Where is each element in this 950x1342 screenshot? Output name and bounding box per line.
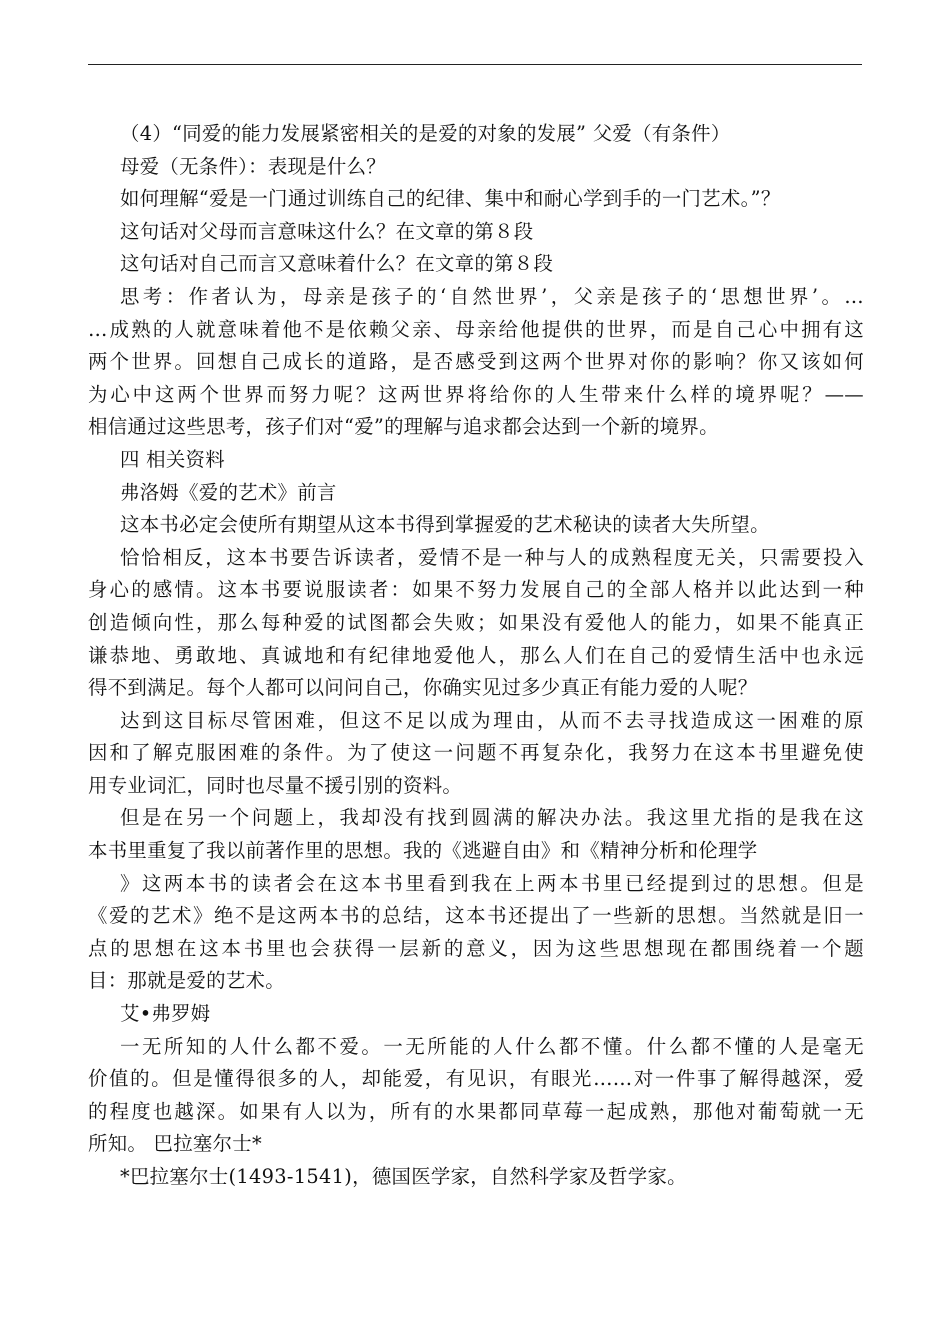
document-body: [88, 118, 864, 1194]
text-line-4: 这句话对父母而言意味这什么？在文章的第８段: [120, 219, 534, 243]
text-line-23: 本书里重复了我以前著作里的思想。我的《逃避自由》和《精神分析和伦理学: [88, 839, 758, 863]
text-line-1: （4）“同爱的能力发展紧密相关的是爱的对象的发展” 父爱（有条件）: [120, 122, 731, 145]
reference-title: 弗洛姆《爱的艺术》前言: [120, 480, 337, 504]
text-line-13: 这本书必定会使所有期望从这本书得到掌握爱的艺术秘诀的读者大失所望。: [120, 513, 770, 537]
text-line-5: 这句话对自己而言又意味着什么？在文章的第８段: [120, 252, 554, 276]
section-heading: 四 相关资料: [120, 447, 225, 471]
text-line-24: 》这两本书的读者会在这本书里看到我在上两本书里已经提到过的思想。但是: [120, 871, 864, 895]
text-line-27: 目：那就是爱的艺术。: [88, 969, 285, 993]
text-line-15: 身心的感情。这本书要说服读者：如果不努力发展自己的全部人格并以此达到一种: [88, 578, 864, 602]
text-line-21: 用专业词汇，同时也尽量不援引别的资料。: [88, 773, 463, 797]
text-line-10: 相信通过这些思考，孩子们对“爱”的理解与追求都会达到一个新的境界。: [88, 415, 719, 439]
text-line-14: 恰恰相反，这本书要告诉读者，爱情不是一种与人的成熟程度无关，只需要投入: [120, 545, 864, 569]
header-rule: [88, 64, 862, 65]
text-line-30: 价值的。但是懂得很多的人，却能爱，有见识，有眼光……对一件事了解得越深，爱: [88, 1067, 864, 1091]
text-line-8: 两个世界。回想自己成长的道路，是否感受到这两个世界对你的影响？你又该如何: [88, 350, 864, 374]
text-line-6: 思考：作者认为，母亲是孩子的‘自然世界’，父亲是孩子的‘思想世界’。…: [120, 284, 864, 308]
text-line-25: 《爱的艺术》绝不是这两本书的总结，这本书还提出了一些新的思想。当然就是旧一: [88, 904, 864, 928]
author-signature: 艾•弗罗姆: [120, 1002, 211, 1026]
text-line-29: 一无所知的人什么都不爱。一无所能的人什么都不懂。什么都不懂的人是毫无: [120, 1034, 864, 1058]
text-line-19: 达到这目标尽管困难，但这不足以成为理由，从而不去寻找造成这一困难的原: [120, 708, 864, 732]
text-line-20: 因和了解克服困难的条件。为了使这一问题不再复杂化，我努力在这本书里避免使: [88, 741, 864, 765]
text-line-9: 为心中这两个世界而努力呢？这两世界将给你的人生带来什么样的境界呢？——: [88, 382, 864, 406]
text-line-31: 的程度也越深。如果有人以为，所有的水果都同草莓一起成熟，那他对葡萄就一无: [88, 1099, 864, 1123]
text-line-22: 但是在另一个问题上，我却没有找到圆满的解决办法。我这里尤指的是我在这: [120, 806, 864, 830]
text-line-32: 所知。 巴拉塞尔士*: [88, 1132, 262, 1156]
text-line-2: 母爱（无条件）：表现是什么？: [120, 154, 386, 178]
text-line-18: 得不到满足。每个人都可以问问自己，你确实见过多少真正有能力爱的人呢？: [88, 676, 758, 700]
text-line-3: 如何理解“爱是一门通过训练自己的纪律、集中和耐心学到手的一门艺术。”？: [120, 187, 781, 211]
text-line-17: 谦恭地、勇敢地、真诚地和有纪律地爱他人，那么人们在自己的爱情生活中也永远: [88, 643, 864, 667]
text-line-16: 创造倾向性，那么每种爱的试图都会失败；如果没有爱他人的能力，如果不能真正: [88, 610, 864, 634]
text-line-26: 点的思想在这本书里也会获得一层新的意义，因为这些思想现在都围绕着一个题: [88, 936, 864, 960]
text-line-7: …成熟的人就意味着他不是依赖父亲、母亲给他提供的世界，而是自己心中拥有这: [88, 317, 864, 341]
footnote: *巴拉塞尔士(1493-1541)，德国医学家，自然科学家及哲学家。: [120, 1165, 687, 1188]
